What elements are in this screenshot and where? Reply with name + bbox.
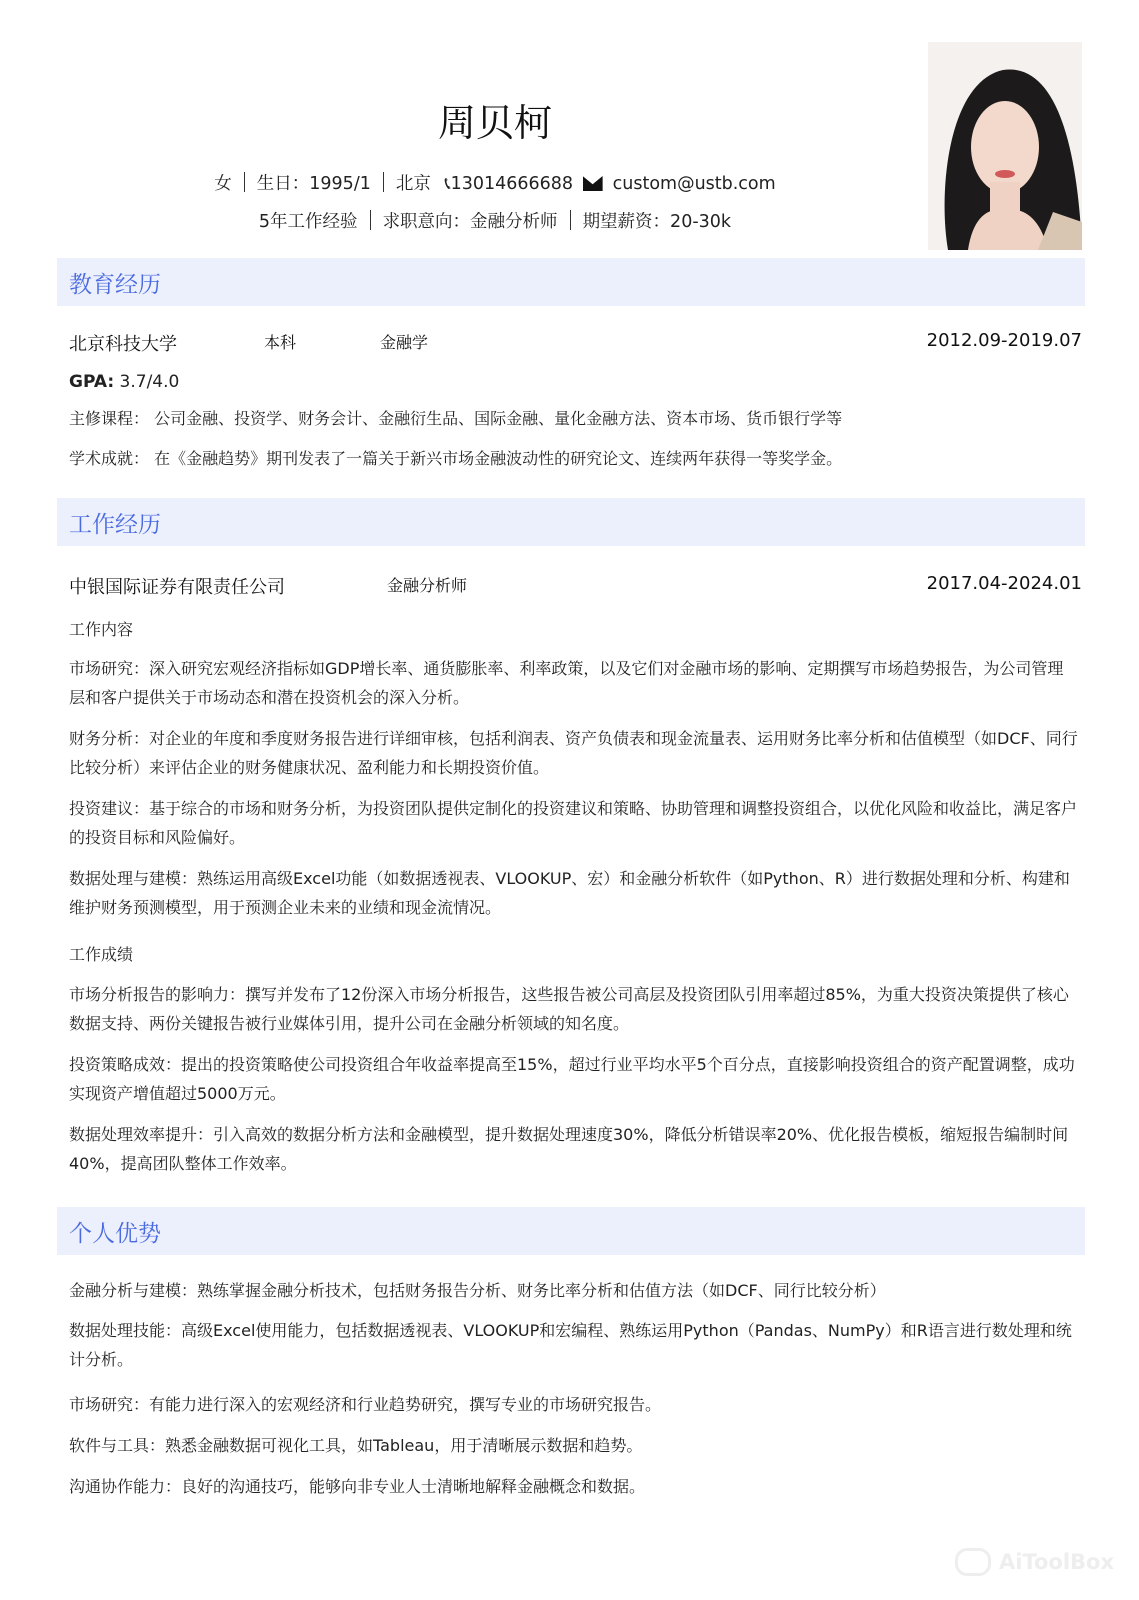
profile-photo: [928, 42, 1082, 250]
phone: 13014666688: [450, 174, 574, 194]
work-content-label: 工作内容: [69, 620, 134, 639]
job-line: [0, 208, 990, 233]
courses: 主修课程： 公司金融、投资学、财务会计、金融衍生品、国际金融、量化金融方法、资本市场、货币银行学等: [69, 409, 843, 428]
watermark: AiToolBox: [955, 1548, 1114, 1576]
academic-awards: 学术成就： 在《金融趋势》期刊发表了一篇关于新兴市场金融波动性的研究论文、连续两年获得一等奖学金。: [69, 449, 843, 468]
strength-item: 沟通协作能力：良好的沟通技巧，能够向非专业人士清晰地解释金融概念和数据。: [69, 1477, 646, 1496]
contact-line: [0, 170, 990, 195]
work-achievements-label: 工作成绩: [69, 945, 134, 964]
salary: 期望薪资：20-30k: [582, 212, 732, 232]
work-achievement-item: 数据处理效率提升：引入高效的数据分析方法和金融模型，提升数据处理速度30%，降低分析错误率20%、优化报告模板，缩短报告编制时间40%，提高团队整体工作效率。: [69, 1125, 1069, 1173]
strength-item: 市场研究：有能力进行深入的宏观经济和行业趋势研究，撰写专业的市场研究报告。: [69, 1395, 662, 1414]
section-education-title: 教育经历: [57, 258, 1085, 306]
job-intent: 求职意向：金融分析师: [382, 212, 558, 232]
work-date: 2017.04-2024.01: [926, 573, 1082, 594]
experience: 5年工作经验: [258, 212, 358, 232]
work-content-item: 数据处理与建模：熟练运用高级Excel功能（如数据透视表、VLOOKUP、宏）和金融分析软件（如Python、R）进行数据处理和分析、构建和维护财务预测模型，用于预测企业未来的业绩和现金流情况。: [69, 869, 1070, 917]
strength-item: 金融分析与建模：熟练掌握金融分析技术，包括财务报告分析、财务比率分析和估值方法（如DCF、同行比较分析）: [69, 1281, 886, 1300]
strength-item: 数据处理技能：高级Excel使用能力，包括数据透视表、VLOOKUP和宏编程、熟练运用Python（Pandas、NumPy）和R语言进行数处理和统计分析。: [69, 1321, 1072, 1369]
major: 金融学: [380, 333, 429, 352]
work-content-item: 财务分析：对企业的年度和季度财务报告进行详细审核，包括利润表、资产负债表和现金流量表、运用财务比率分析和估值模型（如DCF、同行比较分析）来评估企业的财务健康状况、盈利能力和长期投资价值。: [69, 729, 1078, 777]
work-achievement-item: 市场分析报告的影响力：撰写并发布了12份深入市场分析报告，这些报告被公司高层及投资团队引用率超过85%，为重大投资决策提供了核心数据支持、两份关键报告被行业媒体引用，提升公司在金融分析领域的知名度。: [69, 985, 1069, 1033]
company: 中银国际证券有限责任公司: [69, 577, 285, 598]
section-strengths-title: 个人优势: [57, 1207, 1085, 1255]
email: custom@ustb.com: [612, 174, 776, 194]
education-row: [69, 330, 1082, 356]
birthday: 生日：1995/1: [256, 174, 371, 194]
work-row: [69, 573, 1082, 599]
envelope-icon: [583, 176, 603, 191]
work-content-item: 市场研究：深入研究宏观经济指标如GDP增长率、通货膨胀率、利率政策，以及它们对金融市场的影响、定期撰写市场趋势报告，为公司管理层和客户提供关于市场动态和潜在投资机会的深入分析。: [69, 659, 1064, 707]
position: 金融分析师: [387, 576, 468, 595]
work-achievement-item: 投资策略成效：提出的投资策略使公司投资组合年收益率提高至15%，超过行业平均水平5个百分点，直接影响投资组合的资产配置调整，成功实现资产增值超过5000万元。: [69, 1055, 1075, 1103]
school: 北京科技大学: [69, 334, 177, 355]
section-work-title: 工作经历: [57, 498, 1085, 546]
robot-icon: [955, 1548, 991, 1576]
candidate-name: 周贝柯: [437, 101, 552, 145]
work-content-item: 投资建议：基于综合的市场和财务分析，为投资团队提供定制化的投资建议和策略、协助管理和调整投资组合，以优化风险和收益比，满足客户的投资目标和风险偏好。: [69, 799, 1078, 847]
city: 北京: [395, 174, 431, 194]
phone-icon: 📞︎: [444, 174, 451, 194]
gpa: GPA: 3.7/4.0: [69, 372, 180, 392]
education-date: 2012.09-2019.07: [926, 330, 1082, 351]
degree: 本科: [264, 333, 297, 352]
strength-item: 软件与工具：熟悉金融数据可视化工具，如Tableau，用于清晰展示数据和趋势。: [69, 1436, 643, 1455]
gender: 女: [214, 174, 232, 194]
